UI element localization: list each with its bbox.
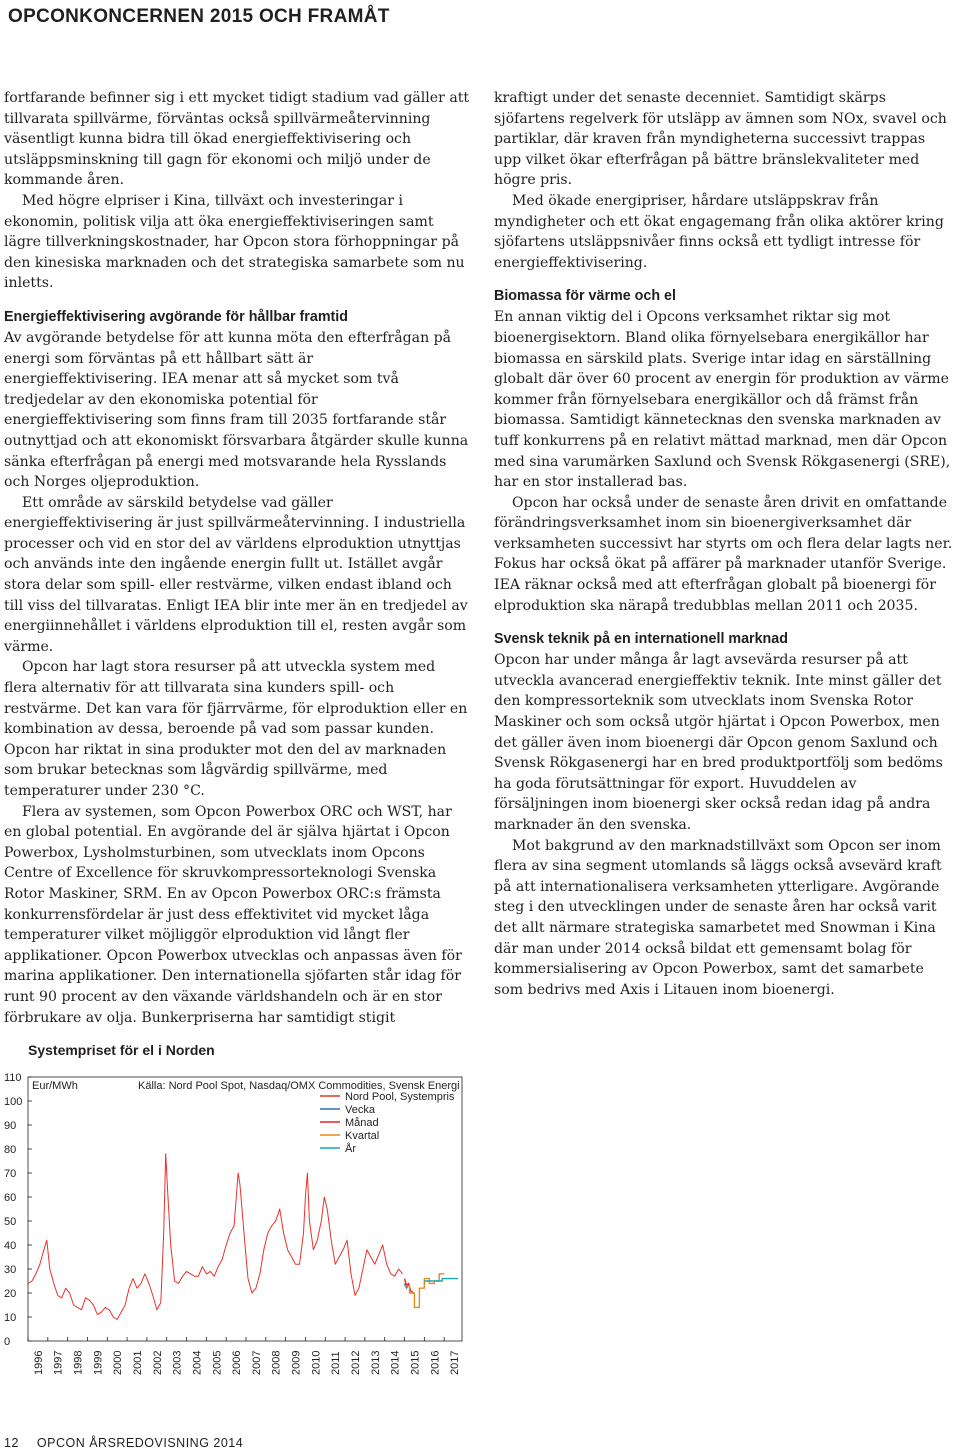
y-axis-label: Eur/MWh [32,1080,78,1092]
body-paragraph: Flera av systemen, som Opcon Powerbox ORC och WST, har en global potential. En avgörande del är själva hjärtat i Opcon Powerbox, Lysholmsturbinen, som utvecklats inom Opcons Centre of Excellence för skruvkompressorteknologi Svenska Rotor Maskiner, SRM. En av Opcon Powerbox ORC:s främsta konkurrensfördelar är just dess effektivitet vid mycket låga temperaturer vilket möjliggör elproduktion vid långt fler applikationer. Opcon Powerbox utvecklas och anpassas även för marina applikationer. Den internationella sjöfarten står idag för runt 90 procent av den växande världshandeln och är en stor förbrukare av olja. Bunkerpriserna har samtidigt stigit [4,803,462,1026]
y-tick-label: 110 [4,1072,22,1084]
body-paragraph: En annan viktig del i Opcons verksamhet riktar sig mot bioenergisektorn. Bland olika förnyelsebara energikällor har biomassa en särskild plats. Sverige intar idag en särställning globalt där över 60 procent av energin för produktion av värme kommer från förnyelsebara energikällor och då främst från biomassa. Samtidigt kännetecknas den svenska marknaden av tuff konkurrens på en relativt mättad marknad, men där Opcon med sina varumärken Saxlund och Svensk Rökgasenergi (SRE), har en stor installerad bas. [494,309,951,491]
body-paragraph: Ett område av särskild betydelse vad gäller energieffektivisering är just spillvärmeåtervinning. I industriella processer och vid en stor del av världens elproduktion utnyttjas och används inte den ingående energin fullt ut. Istället avgår stora delar som spill- eller restvärme, vilken endast ibland och till viss del tillvaratas. Enligt IEA blir inte mer än en tredjedel av energiinnehållet i världens elproduktion till el, resten avgår som värme. [4,494,468,655]
x-tick-label: 2009 [290,1350,303,1375]
x-tick-label: 2013 [369,1350,382,1375]
x-tick-label: 2008 [270,1350,283,1375]
x-tick-label: 2016 [429,1350,442,1375]
y-tick-label: 80 [4,1144,17,1156]
x-tick-label: 1999 [92,1350,105,1375]
legend-label: Nord Pool, Systempris [345,1091,455,1103]
chart-source: Källa: Nord Pool Spot, Nasdaq/OMX Commodities, Svensk Energi [138,1080,460,1092]
y-tick-label: 10 [4,1312,17,1324]
legend-label: År [345,1143,356,1155]
x-tick-label: 2006 [231,1350,244,1375]
y-tick-label: 60 [4,1192,17,1204]
x-tick-label: 2002 [151,1350,164,1375]
price-chart [0,1060,480,1430]
plot-frame [28,1077,462,1341]
x-tick-label: 2011 [330,1351,343,1375]
body-paragraph: Av avgörande betydelse för att kunna möta den efterfrågan på energi som förväntas på ett hållbart sätt är energieffektivisering. IEA menar att så mycket som två tredjedelar av den ekonomiska potential för energieffektivisering som finns fram till 2035 fortfarande står outnyttjad och att ekonomiskt försvarbara åtgärder skulle kunna sänka efterfrågan på energi med motsvarande hela Rysslands och Norges oljeproduktion. [4,329,469,491]
legend-label: Kvartal [345,1130,380,1142]
x-tick-label: 2017 [449,1350,462,1375]
x-tick-label: 2000 [112,1350,125,1375]
body-paragraph: Opcon har lagt stora resurser på att utveckla system med flera alternativ för att tillvarata sina kunders spill- och restvärme. Det kan vara för fjärrvärme, för elproduktion eller en kombination av dessa, beroende på vad som passar kunden. Opcon har riktat in sina produkter mot den del av marknaden som brukar betecknas som lågvärdig spillvärme, med temperaturer under 230 °C. [4,659,468,799]
publication-name: OPCON ÅRSREDOVISNING 2014 [36,1436,244,1450]
x-tick-label: 2001 [131,1350,144,1375]
body-paragraph: fortfarande befinner sig i ett mycket tidigt stadium vad gäller att tillvarata spillvärme, förväntas också spillvärmeåtervinning väsentligt kunna bidra till ökad energieffektivisering och utsläppsminskning till gagn för ekonomi och miljö under de kommande åren. [4,90,470,189]
x-tick-label: 2012 [349,1350,362,1375]
x-tick-label: 2010 [310,1350,323,1375]
legend-label: Månad [345,1117,379,1129]
section-heading: Svensk teknik på en internationell marknad [494,631,788,648]
page-header: OPCONKONCERNEN 2015 OCH FRAMÅT [8,6,390,27]
section-heading: Biomassa för värme och el [494,288,676,305]
y-tick-label: 50 [4,1216,17,1228]
x-tick-label: 1997 [52,1350,65,1375]
series-line-systempris [28,1154,403,1320]
page-number: 12 [4,1436,19,1450]
y-tick-label: 70 [4,1168,17,1180]
body-paragraph: Med högre elpriser i Kina, tillväxt och investeringar i ekonomin, politisk vilja att öka energieffektiviseringen samt lägre tillverkningskostnader, har Opcon stora förhoppningar på den kinesiska marknaden och det strategiska samarbete som nu inletts. [4,192,465,292]
x-tick-label: 1996 [32,1350,45,1375]
right-column [494,88,954,1000]
x-tick-label: 2014 [389,1350,402,1375]
section-heading: Energieffektivisering avgörande för hållbar framtid [4,308,349,325]
body-paragraph: Opcon har också under de senaste åren drivit en omfattande förändringsverksamhet inom sin bioenergiverksamhet där verksamheten successivt har styrts om och flera delar lagts ner. Fokus har också ökat på affärer på marknader utanför Sverige. IEA räknar också med att efterfrågan globalt på bioenergi för elproduktion ska närapå tredubblas mellan 2011 och 2035. [494,494,953,614]
y-tick-label: 100 [4,1096,23,1108]
x-tick-label: 1998 [72,1350,85,1375]
page-footer [4,1436,243,1450]
x-tick-label: 2003 [171,1350,184,1375]
left-column [4,88,470,1028]
y-tick-label: 40 [4,1240,17,1252]
legend-label: Vecka [345,1104,375,1116]
body-paragraph: Opcon har under många år lagt avsevärda resurser på att utveckla avancerad energieffektiv teknik. Inte minst gäller det den kompressorteknik som utvecklats inom Svenska Rotor Maskiner och som också utgör hjärtat i Opcon Powerbox, men det gäller även inom bioenergi där Opcon genom Saxlund och Svensk Rökgasenergi har en bred produktportfölj som bedöms ha goda förutsättningar för export. Huvuddelen av försäljningen inom bioenergi sker också redan idag på andra marknader än den svenska. [494,652,943,833]
body-paragraph: kraftigt under det senaste decenniet. Samtidigt skärps sjöfartens regelverk för utsläpp av ämnen som NOx, svavel och partiklar, där kraven från myndigheterna successivt trappas upp vilket ökar efterfrågan på bättre bränslekvaliteter med högre pris. [494,90,947,189]
x-tick-label: 2007 [250,1350,263,1375]
chart-title: Systempriset för el i Norden [28,1042,215,1058]
y-tick-label: 20 [4,1288,17,1300]
y-tick-label: 30 [4,1264,17,1276]
x-tick-label: 2005 [211,1350,224,1375]
x-tick-label: 2004 [191,1350,204,1375]
y-tick-label: 0 [4,1336,11,1348]
body-paragraph: Mot bakgrund av den marknadstillväxt som Opcon ser inom flera av sina segment utomlands så läggs också avsevärd kraft på att internationalisera verksamheten ytterligare. Avgörande steg i den utvecklingen under de senaste åren har också varit det allt närmare strategiska samarbetet med Snowman i Kina där man under 2014 också bildat ett gemensamt bolag för kommersialisering av Opcon Powerbox, samt det samarbete som bedrivs med Axis i Litauen inom bioenergi. [494,837,942,998]
x-tick-label: 2015 [409,1350,422,1375]
body-paragraph: Med ökade energipriser, hårdare utsläppskrav från myndigheter och ett ökat engagemang från olika aktörer kring sjöfartens utsläppsnivåer finns också ett tydligt intresse för energieffektivisering. [494,192,944,271]
y-tick-label: 90 [4,1120,17,1132]
